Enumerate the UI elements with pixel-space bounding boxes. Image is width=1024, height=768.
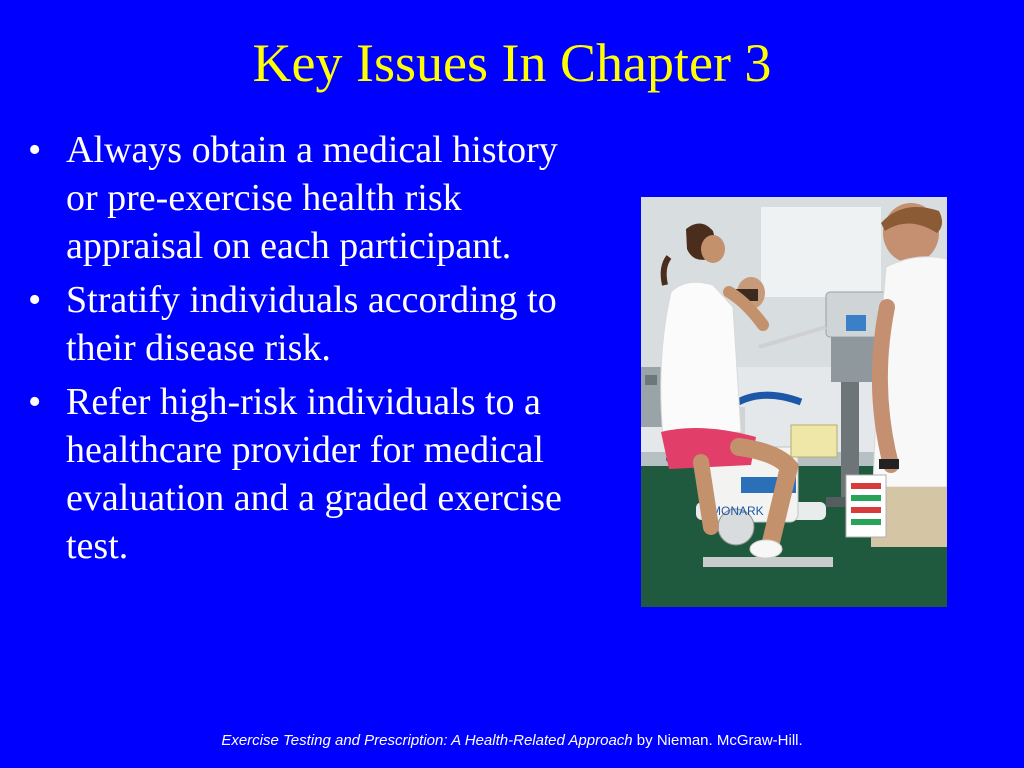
- footer-credit: by Nieman. McGraw-Hill.: [632, 732, 803, 749]
- bullet-item: • Refer high-risk individuals to a healthcare provider for medical evaluation and a graded exercise test.: [28, 378, 588, 570]
- bullet-list: [28, 126, 588, 576]
- exercise-test-photo: [641, 197, 947, 607]
- bike-brand-label: MONARK: [711, 504, 764, 518]
- footer-book-title: Exercise Testing and Prescription: A Health-Related Approach: [221, 732, 633, 749]
- slide-title: Key Issues In Chapter 3: [252, 33, 772, 93]
- bullet-item: • Always obtain a medical history or pre-exercise health risk appraisal on each participant.: [28, 126, 588, 270]
- footer-citation: [0, 731, 1024, 751]
- bullet-item: • Stratify individuals according to their disease risk.: [28, 276, 588, 372]
